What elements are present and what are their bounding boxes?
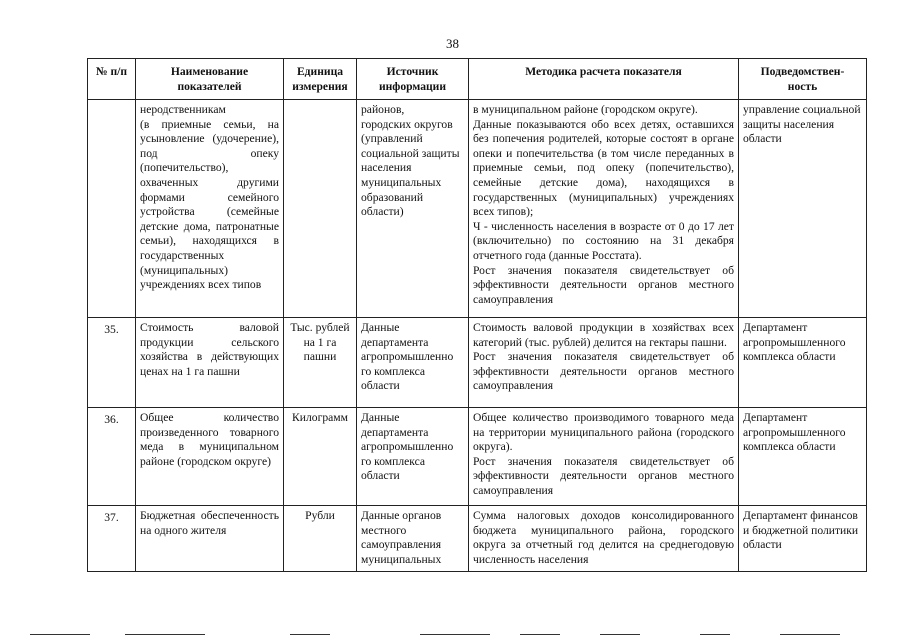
indicator-name: неродственникам (в приемные семьи, на усыновление (удочерение), под опеку (попечительство), охваченных другими формами семейного устройства (семейные детские дома, патронатные семьи), находящихся в государственных (муниципальных) учреждениях всех типов	[136, 100, 284, 318]
row-number: 36.	[88, 408, 136, 506]
indicator-name: Общее количество произведенного товарного меда в муниципальном районе (городском округе)	[136, 408, 284, 506]
indicator-source: районов, городских округов (управлений социальной защиты населения муниципальных образований области)	[357, 100, 469, 318]
indicator-unit	[284, 100, 357, 318]
indicator-method: в муниципальном районе (городском округе). Данные показываются обо всех детях, оставшихся без попечения родителей, которые состоят в органе опеки и попечительства (в том числе переданных в приемные семьи, под опеку (попечительство), семейные детские дома), находящихся в государственных (муниципальных) учреждениях всех типов); Ч - численность населения в возрасте от 0 до 17 лет (включительно) по состоянию на 31 декабря отчетного года (данные Росстата). Рост значения показателя свидетельствует об эффективности деятельности органов местного самоуправления	[469, 100, 739, 318]
table-header-row	[88, 59, 867, 100]
indicator-source: Данные департамента агропромышленно го комплекса области	[357, 318, 469, 408]
indicator-name: Стоимость валовой продукции сельского хозяйства в действующих ценах на 1 га пашни	[136, 318, 284, 408]
indicator-method: Сумма налоговых доходов консолидированного бюджета муниципального района, городского округа за отчетный год делится на среднегодовую численность населения	[469, 506, 739, 572]
header-number: № п/п	[88, 59, 136, 100]
table-row	[88, 318, 867, 408]
header-dept: Подведомствен- ность	[739, 59, 867, 100]
indicator-dept: управление социальной защиты населения области	[739, 100, 867, 318]
row-number: 35.	[88, 318, 136, 408]
indicators-table	[87, 58, 867, 572]
row-number: 37.	[88, 506, 136, 572]
indicator-dept: Департамент агропромышленного комплекса области	[739, 408, 867, 506]
header-method: Методика расчета показателя	[469, 59, 739, 100]
header-source: Источник информации	[357, 59, 469, 100]
indicator-unit: Тыс. рублей на 1 га пашни	[284, 318, 357, 408]
header-name: Наименование показателей	[136, 59, 284, 100]
table-row	[88, 100, 867, 318]
footer-rule	[0, 628, 905, 640]
table-row	[88, 408, 867, 506]
indicator-unit: Килограмм	[284, 408, 357, 506]
indicator-dept: Департамент агропромышленного комплекса области	[739, 318, 867, 408]
page-number: 38	[446, 36, 459, 51]
row-number	[88, 100, 136, 318]
indicator-method: Стоимость валовой продукции в хозяйствах всех категорий (тыс. рублей) делится на гектары пашни. Рост значения показателя свидетельствует об эффективности деятельности органов местного самоуправления	[469, 318, 739, 408]
indicator-unit: Рубли	[284, 506, 357, 572]
indicator-dept: Департамент финансов и бюджетной политики области	[739, 506, 867, 572]
indicator-name: Бюджетная обеспеченность на одного жителя	[136, 506, 284, 572]
header-unit: Единица измерения	[284, 59, 357, 100]
indicator-method: Общее количество производимого товарного меда на территории муниципального района (городского округа). Рост значения показателя свидетельствует об эффективности деятельности органов местного самоуправления	[469, 408, 739, 506]
table-row	[88, 506, 867, 572]
indicator-source: Данные департамента агропромышленно го комплекса области	[357, 408, 469, 506]
indicator-source: Данные органов местного самоуправления муниципальных	[357, 506, 469, 572]
